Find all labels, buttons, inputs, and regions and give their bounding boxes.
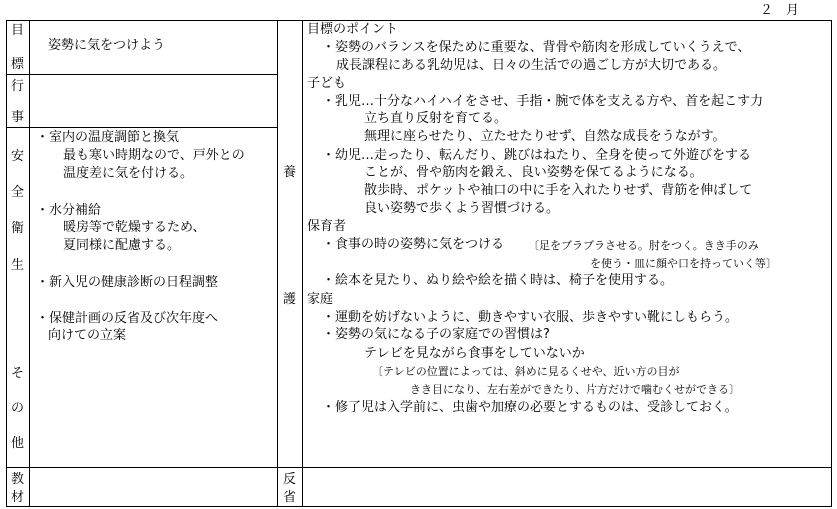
safety-line: 向けての立案	[48, 328, 127, 343]
safety-line: 温度差に気を付ける。	[63, 166, 194, 181]
safety-line: 最も寒い時期なので、戸外との	[63, 148, 245, 163]
care-line: 良い姿勢で歩くよう習慣づける。	[364, 201, 560, 216]
care-note: 〔足をブラブラさせる。肘をつく。きき手のみ	[528, 239, 759, 252]
care-line: 無理に座らせたり、立たせたりせず、自然な成長をうながす。	[364, 129, 726, 144]
label-safety-char-5: そ	[11, 366, 25, 381]
care-line: ・運動を妨げないように、動きやすい衣服、歩きやすい靴にしもらう。	[322, 310, 739, 325]
care-line: ・姿勢のバランスを保ために重要な、背骨や筋肉を形成していくうえで、	[322, 40, 751, 55]
care-line: ・幼児…走ったり、転んだり、跳びはねたり、全身を使って外遊びをする	[322, 148, 752, 163]
label-goal-char-2: 標	[11, 57, 25, 72]
care-heading: 目標のポイント	[307, 22, 399, 37]
care-heading: 保育者	[307, 219, 347, 234]
label-reflection-char-2: 省	[283, 490, 297, 505]
label-materials-char-1: 教	[11, 472, 25, 487]
care-line: 散歩時、ポケットや袖口の中に手を入れたりせず、背筋を伸ばして	[364, 183, 753, 198]
care-line: テレビを見ながら食事をしていないか	[364, 346, 585, 361]
care-line: ・絵本を見たり、ぬり絵や絵を描く時は、椅子を使用する。	[322, 273, 674, 288]
care-line: ・修了児は入学前に、虫歯や加療の必要とするものは、受診しておく。	[322, 400, 738, 415]
care-heading: 家庭	[307, 292, 334, 307]
care-line: ・乳児…十分なハイハイをさせ、手指・腕で体を支える方や、首を起こす力	[322, 94, 764, 109]
safety-line: ・新入児の健康診断の日程調整	[36, 275, 219, 290]
safety-line: 夏同様に配慮する。	[63, 238, 181, 253]
label-safety-char-6: の	[11, 401, 25, 416]
care-note: きき目になり、左右差ができたり、片方だけで噛むくせができる〕	[410, 383, 740, 396]
label-safety-char-3: 衛	[11, 221, 25, 236]
care-line: ・食事の時の姿勢に気をつける	[322, 237, 505, 252]
label-materials-char-2: 材	[11, 490, 25, 505]
care-heading: 子ども	[307, 76, 347, 91]
care-line: ことが、骨や筋肉を鍛え、良い姿勢を保てるようになる。	[364, 165, 703, 180]
label-reflection-char-1: 反	[283, 472, 297, 487]
care-line: 成長課程にある乳幼児は、日々の生活での過ごし方が大切である。	[336, 58, 727, 73]
label-care-char-1: 養	[283, 165, 297, 180]
month-label: ２ 月	[760, 3, 800, 18]
label-safety-char-2: 全	[11, 185, 25, 200]
goal-text: 姿勢に気をつけよう	[48, 38, 166, 53]
label-safety-char-7: 他	[11, 436, 25, 451]
label-safety-char-4: 生	[11, 258, 25, 273]
label-event-char-1: 行	[11, 79, 25, 94]
safety-line: ・室内の温度調節と換気	[36, 130, 180, 145]
label-goal-char-1: 目	[11, 23, 25, 38]
care-note: 〔テレビの位置によっては、斜めに見るくせや、近い方の目が	[372, 365, 680, 378]
label-safety-char-1: 安	[11, 149, 25, 164]
care-note: を使う・皿に顔や口を持っていく等〕	[590, 257, 777, 270]
label-care-char-2: 護	[283, 292, 297, 307]
safety-line: 暖房等で乾燥するため、	[63, 220, 206, 235]
safety-line: ・水分補給	[36, 203, 102, 218]
care-line: ・姿勢の気になる子の家庭での習慣は?	[322, 327, 550, 342]
safety-line: ・保健計画の反省及び次年度へ	[36, 311, 219, 326]
label-event-char-2: 事	[11, 110, 25, 125]
care-line: 立ち直り反射を育てる。	[364, 111, 508, 126]
